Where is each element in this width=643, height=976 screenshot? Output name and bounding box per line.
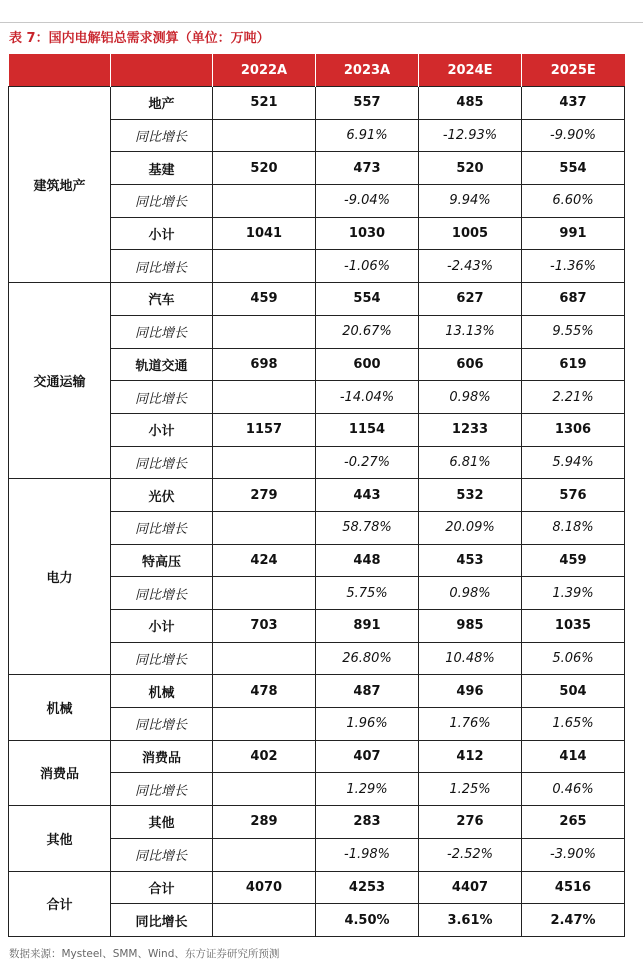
- item-cell: 地产: [111, 87, 213, 120]
- yoy-label-cell: 同比增长: [111, 446, 213, 479]
- yoy-label-cell: 同比增长: [111, 315, 213, 348]
- yoy-value-cell: -3.90%: [522, 838, 625, 871]
- value-cell: 619: [522, 348, 625, 381]
- value-cell: 478: [213, 675, 316, 708]
- yoy-label-cell: 同比增长: [111, 904, 213, 937]
- value-cell: 283: [316, 806, 419, 839]
- yoy-value-cell: -1.98%: [316, 838, 419, 871]
- demand-table: [8, 54, 625, 937]
- yoy-value-cell: [213, 315, 316, 348]
- category-cell: 建筑地产: [9, 87, 111, 283]
- value-cell: 1154: [316, 413, 419, 446]
- yoy-label-cell: 同比增长: [111, 381, 213, 414]
- yoy-value-cell: 5.94%: [522, 446, 625, 479]
- yoy-value-cell: -14.04%: [316, 381, 419, 414]
- value-cell: 4253: [316, 871, 419, 904]
- yoy-value-cell: 1.65%: [522, 708, 625, 741]
- yoy-value-cell: -9.90%: [522, 119, 625, 152]
- value-cell: 459: [213, 283, 316, 316]
- table-row: [9, 479, 625, 512]
- value-cell: 496: [419, 675, 522, 708]
- yoy-value-cell: -2.52%: [419, 838, 522, 871]
- value-cell: 437: [522, 87, 625, 120]
- yoy-value-cell: 6.60%: [522, 185, 625, 218]
- header-row: [9, 54, 625, 87]
- yoy-value-cell: -1.06%: [316, 250, 419, 283]
- value-cell: 554: [316, 283, 419, 316]
- yoy-value-cell: 26.80%: [316, 642, 419, 675]
- value-cell: 443: [316, 479, 419, 512]
- value-cell: 4407: [419, 871, 522, 904]
- table-body: [9, 87, 625, 937]
- yoy-value-cell: [213, 185, 316, 218]
- value-cell: 687: [522, 283, 625, 316]
- value-cell: 448: [316, 544, 419, 577]
- value-cell: 554: [522, 152, 625, 185]
- value-cell: 487: [316, 675, 419, 708]
- table-row: [9, 740, 625, 773]
- value-cell: 1233: [419, 413, 522, 446]
- header-year: 2022A: [213, 54, 316, 87]
- value-cell: 485: [419, 87, 522, 120]
- yoy-value-cell: 1.76%: [419, 708, 522, 741]
- table-row: [9, 283, 625, 316]
- yoy-label-cell: 同比增长: [111, 577, 213, 610]
- item-cell: 轨道交通: [111, 348, 213, 381]
- yoy-value-cell: 58.78%: [316, 511, 419, 544]
- value-cell: 424: [213, 544, 316, 577]
- category-cell: 机械: [9, 675, 111, 740]
- value-cell: 414: [522, 740, 625, 773]
- value-cell: 576: [522, 479, 625, 512]
- value-cell: 4070: [213, 871, 316, 904]
- yoy-value-cell: -9.04%: [316, 185, 419, 218]
- table-row: [9, 871, 625, 904]
- header-blank-category: [9, 54, 111, 87]
- category-cell: 合计: [9, 871, 111, 936]
- item-cell: 小计: [111, 413, 213, 446]
- yoy-value-cell: [213, 838, 316, 871]
- value-cell: 453: [419, 544, 522, 577]
- yoy-label-cell: 同比增长: [111, 642, 213, 675]
- value-cell: 289: [213, 806, 316, 839]
- yoy-value-cell: 3.61%: [419, 904, 522, 937]
- yoy-value-cell: 9.94%: [419, 185, 522, 218]
- yoy-value-cell: 0.98%: [419, 577, 522, 610]
- item-cell: 其他: [111, 806, 213, 839]
- item-cell: 消费品: [111, 740, 213, 773]
- yoy-value-cell: [213, 708, 316, 741]
- yoy-label-cell: 同比增长: [111, 838, 213, 871]
- header-blank-item: [111, 54, 213, 87]
- yoy-value-cell: 1.29%: [316, 773, 419, 806]
- source-note: 数据来源：Mysteel、SMM、Wind、东方证券研究所预测: [9, 948, 280, 960]
- value-cell: 4516: [522, 871, 625, 904]
- yoy-value-cell: 2.21%: [522, 381, 625, 414]
- value-cell: 473: [316, 152, 419, 185]
- table-row: [9, 806, 625, 839]
- item-cell: 基建: [111, 152, 213, 185]
- value-cell: 521: [213, 87, 316, 120]
- value-cell: 412: [419, 740, 522, 773]
- table-row: [9, 87, 625, 120]
- yoy-value-cell: 20.67%: [316, 315, 419, 348]
- header-year: 2024E: [419, 54, 522, 87]
- yoy-label-cell: 同比增长: [111, 185, 213, 218]
- yoy-value-cell: 1.25%: [419, 773, 522, 806]
- value-cell: 891: [316, 610, 419, 643]
- yoy-value-cell: [213, 446, 316, 479]
- value-cell: 276: [419, 806, 522, 839]
- yoy-label-cell: 同比增长: [111, 773, 213, 806]
- yoy-value-cell: -1.36%: [522, 250, 625, 283]
- value-cell: 1030: [316, 217, 419, 250]
- value-cell: 703: [213, 610, 316, 643]
- value-cell: 606: [419, 348, 522, 381]
- value-cell: 1157: [213, 413, 316, 446]
- yoy-value-cell: -2.43%: [419, 250, 522, 283]
- value-cell: 402: [213, 740, 316, 773]
- yoy-value-cell: [213, 904, 316, 937]
- yoy-value-cell: 1.39%: [522, 577, 625, 610]
- value-cell: 265: [522, 806, 625, 839]
- category-cell: 电力: [9, 479, 111, 675]
- yoy-value-cell: 4.50%: [316, 904, 419, 937]
- yoy-label-cell: 同比增长: [111, 250, 213, 283]
- item-cell: 合计: [111, 871, 213, 904]
- value-cell: 532: [419, 479, 522, 512]
- category-cell: 其他: [9, 806, 111, 871]
- yoy-value-cell: [213, 642, 316, 675]
- value-cell: 1005: [419, 217, 522, 250]
- table-title: 表 7：国内电解铝总需求测算（单位：万吨）: [9, 31, 270, 46]
- yoy-value-cell: [213, 773, 316, 806]
- top-rule: [0, 22, 643, 23]
- value-cell: 407: [316, 740, 419, 773]
- value-cell: 520: [419, 152, 522, 185]
- value-cell: 459: [522, 544, 625, 577]
- value-cell: 600: [316, 348, 419, 381]
- yoy-value-cell: [213, 381, 316, 414]
- item-cell: 机械: [111, 675, 213, 708]
- yoy-value-cell: 0.46%: [522, 773, 625, 806]
- yoy-value-cell: 5.75%: [316, 577, 419, 610]
- yoy-value-cell: 0.98%: [419, 381, 522, 414]
- yoy-value-cell: 20.09%: [419, 511, 522, 544]
- header-year: 2023A: [316, 54, 419, 87]
- header-year: 2025E: [522, 54, 625, 87]
- value-cell: 991: [522, 217, 625, 250]
- value-cell: 627: [419, 283, 522, 316]
- yoy-value-cell: [213, 511, 316, 544]
- yoy-value-cell: 6.81%: [419, 446, 522, 479]
- value-cell: 504: [522, 675, 625, 708]
- category-cell: 消费品: [9, 740, 111, 805]
- yoy-value-cell: [213, 577, 316, 610]
- yoy-label-cell: 同比增长: [111, 119, 213, 152]
- table-row: [9, 675, 625, 708]
- value-cell: 985: [419, 610, 522, 643]
- yoy-value-cell: 2.47%: [522, 904, 625, 937]
- yoy-label-cell: 同比增长: [111, 511, 213, 544]
- yoy-value-cell: -12.93%: [419, 119, 522, 152]
- yoy-value-cell: -0.27%: [316, 446, 419, 479]
- value-cell: 557: [316, 87, 419, 120]
- value-cell: 698: [213, 348, 316, 381]
- yoy-value-cell: 13.13%: [419, 315, 522, 348]
- value-cell: 520: [213, 152, 316, 185]
- item-cell: 特高压: [111, 544, 213, 577]
- item-cell: 小计: [111, 610, 213, 643]
- value-cell: 1035: [522, 610, 625, 643]
- yoy-value-cell: [213, 119, 316, 152]
- item-cell: 小计: [111, 217, 213, 250]
- value-cell: 1041: [213, 217, 316, 250]
- yoy-value-cell: 1.96%: [316, 708, 419, 741]
- value-cell: 279: [213, 479, 316, 512]
- item-cell: 光伏: [111, 479, 213, 512]
- yoy-value-cell: 10.48%: [419, 642, 522, 675]
- yoy-value-cell: 9.55%: [522, 315, 625, 348]
- yoy-value-cell: [213, 250, 316, 283]
- yoy-value-cell: 5.06%: [522, 642, 625, 675]
- yoy-value-cell: 6.91%: [316, 119, 419, 152]
- item-cell: 汽车: [111, 283, 213, 316]
- category-cell: 交通运输: [9, 283, 111, 479]
- yoy-value-cell: 8.18%: [522, 511, 625, 544]
- value-cell: 1306: [522, 413, 625, 446]
- yoy-label-cell: 同比增长: [111, 708, 213, 741]
